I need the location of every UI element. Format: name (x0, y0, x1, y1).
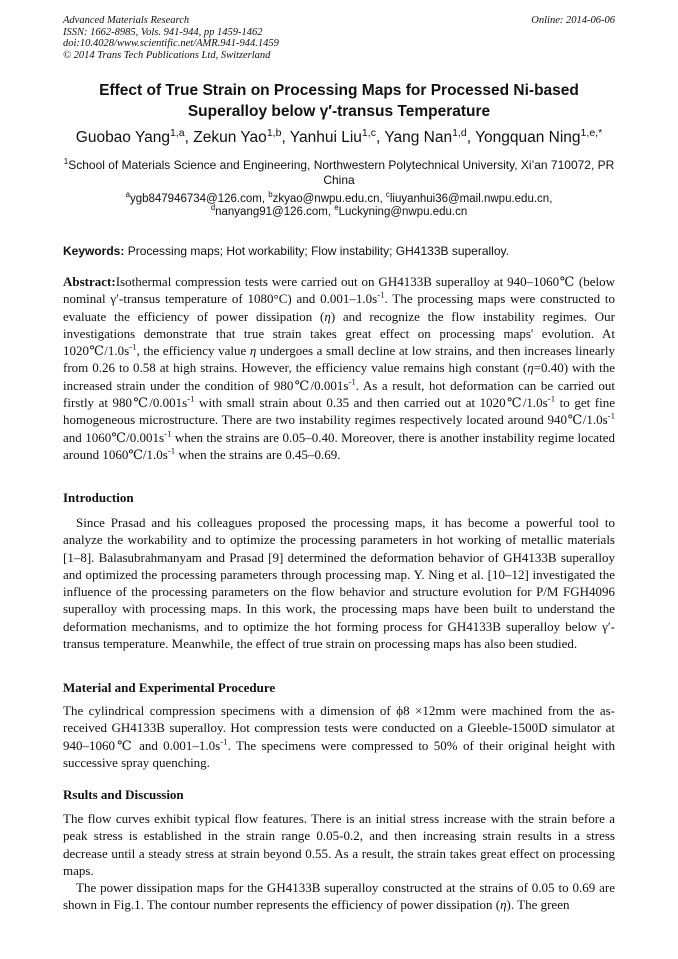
keywords-text: Processing maps; Hot workability; Flow instability; GH4133B superalloy. (127, 244, 509, 258)
abstract (63, 273, 615, 463)
abstract-run: undergoes a small decline at low strains, and then increases linearly from 0.26 to 0.58 at high strains. However, the efficiency value remains high constant ( (63, 343, 615, 376)
abstract-sup: -1 (607, 411, 615, 422)
email-marker: e (334, 203, 339, 213)
results-section (63, 810, 615, 914)
abstract-run: Isothermal compression tests were carried out on GH4133B superalloy at 940–1060℃ (below nominal γ′-transus temperature of 1080°C) and 0.001–1.0s (63, 274, 615, 307)
abstract-sup: -1 (187, 393, 195, 404)
abstract-run: to get fine homogeneous microstructure. There are two instability regimes respectively located around 940℃/1.0s (63, 395, 615, 428)
material-section (63, 702, 615, 771)
introduction-section (63, 514, 615, 652)
abstract-run: . The processing maps were constructed to evaluate the efficiency of power dissipation ( (63, 291, 615, 324)
paper-title: Effect of True Strain on Processing Maps for Processed Ni-based Superalloy below γ′-transus Temperature (99, 82, 579, 120)
keywords-label: Keywords: (63, 244, 125, 258)
author-affiliation-marker: 1,e,* (580, 126, 603, 139)
abstract-symbol: η (527, 360, 534, 376)
introduction-heading: Introduction (63, 490, 134, 505)
results-paragraph-1: The flow curves exhibit typical flow features. There is an initial stress increase with the strain before a peak stress is established in the strain range 0.05-0.2, and then increasing strain results in a stress decrease until a steady stress at strain beyond 0.55. As a result, the strain takes great effect on processing maps. (63, 811, 615, 878)
results-run: The power dissipation maps for the GH4133B superalloy constructed at the strains of 0.05 to 0.69 are shown in Fig.1. The contour number represents the efficiency of power dissipation ( (63, 880, 615, 913)
author-affiliation-marker: 1,d (452, 126, 467, 139)
abstract-sup: -1 (377, 289, 385, 300)
abstract-sup: -1 (164, 428, 172, 439)
material-heading: Material and Experimental Procedure (63, 680, 276, 695)
abstract-sup: -1 (547, 393, 556, 404)
email-marker: b (268, 190, 273, 200)
journal-header (63, 15, 615, 61)
journal-name: Advanced Materials Research (63, 15, 190, 26)
author-affiliation-marker: 1,a (170, 126, 185, 139)
abstract-sup: -1 (129, 341, 137, 352)
results-heading: Rsults and Discussion (63, 787, 184, 802)
abstract-run: . As a result, hot deformation can be carried out firstly at 980℃/0.001s (63, 377, 615, 411)
email-marker: d (210, 203, 216, 213)
results-paragraph-2 (63, 879, 615, 914)
abstract-run: with small strain about 0.35 and then carried out at 1020℃/1.0s (194, 395, 548, 411)
email-address[interactable]: nanyang91@126.com (215, 206, 328, 218)
email-address[interactable]: Luckyning@nwpu.edu.cn (338, 206, 468, 218)
introduction-paragraph: Since Prasad and his colleagues proposed the processing maps, it has become a powerful tool to analyze the workability and to optimize the processing parameters in hot working of metallic materials [1–8]. Balasubrahmanyam and Prasad [9] determined the deformation behavior of GH4133B superalloy and optimized the processing parameters through processing map. Y. Ning et al. [10–12] investigated the influence of the processing parameters on the flow behavior and structure evolution for P/M FGH4096 superalloy with processing maps. In this work, the processing maps have been built to understand the deformation mechanisms, and to optimize the hot forming process for GH4133B superalloy below γ′-transus temperature. Meanwhile, the effect of true strain on processing maps has also been studied. (63, 515, 615, 652)
author (475, 126, 603, 146)
author-name: Yanhui Liu (289, 129, 362, 146)
affiliation (63, 158, 615, 188)
affiliation-text: School of Materials Science and Engineering, Northwestern Polytechnical University, Xi’an 710072, PR China (68, 158, 615, 187)
abstract-sup: -1 (348, 376, 356, 387)
abstract-run: when the strains are 0.05–0.40. Moreover, there is another instability regime located around 1060℃/1.0s (63, 429, 615, 462)
email-marker: c (385, 190, 390, 200)
email-address[interactable]: liuyanhui36@mail.nwpu.edu.cn (389, 193, 550, 205)
abstract-symbol: η (249, 343, 257, 359)
results-run: ). The green (506, 897, 570, 913)
author (289, 126, 376, 146)
abstract-run: ) and recognize the flow instability regimes. Our investigations demonstrate that true strain takes great effect on processing maps' evolution. At 1020℃/1.0s (63, 308, 615, 359)
author (193, 126, 282, 146)
email-address[interactable]: ygb847946734@126.com (129, 193, 262, 205)
email-marker: a (125, 190, 130, 200)
author-affiliation-marker: 1,b (266, 126, 282, 139)
abstract-run: when the strains are 0.45–0.69. (175, 446, 341, 462)
author-list: Guobao Yang$^{1,a}$, Zekun Yao$^{1,b}$, Yanhui Liu$^{1,c}$, Yang Nan$^{1,d}$, Yongquan Ning$^{1,e,*}$ (75, 126, 603, 146)
author-name: Yongquan Ning (475, 129, 581, 146)
affiliation-marker: 1 (63, 157, 69, 166)
material-paragraph (63, 702, 615, 771)
email-list: $^a$ygb847946734@126.com, $^b$zkyao@nwpu.edu.cn, $^c$liuyanhui36@mail.nwpu.edu.cn, $^d$nanyang91@126.com, $^e$Luckyning@nwpu.edu.cn (125, 190, 553, 218)
email-address[interactable]: zkyao@nwpu.edu.cn (272, 193, 380, 205)
abstract-sup: -1 (167, 445, 176, 456)
author (75, 126, 185, 146)
abstract-text (63, 274, 615, 462)
material-run: The cylindrical compression specimens with a dimension of ϕ8 ×12mm were machined from the as-received GH4133B superalloy. Hot compression tests were conducted on a Gleeble-1500D simulator at 940–1060℃ and 0.001–1.0s (63, 703, 615, 753)
material-sup: -1 (220, 736, 228, 747)
abstract-label: Abstract: (63, 274, 116, 289)
author-name: Guobao Yang (75, 129, 170, 146)
doi-line[interactable]: doi:10.4028/www.scientific.net/AMR.941-944.1459 (63, 38, 279, 49)
author-name: Yang Nan (384, 129, 453, 146)
author (384, 126, 467, 146)
abstract-run: =0.40) with the increased strain under the condition of 980℃/0.001s (63, 360, 615, 393)
author-affiliation-marker: 1,c (361, 126, 376, 139)
results-symbol: η (500, 897, 507, 913)
keywords (63, 244, 615, 258)
material-run: . The specimens were compressed to 50% of their original height with successive spray quenching. (63, 737, 616, 770)
abstract-run: , the efficiency value (136, 343, 250, 359)
abstract-symbol: η (324, 308, 331, 324)
copyright-line: © 2014 Trans Tech Publications Ltd, Switzerland (63, 49, 271, 61)
abstract-run: and 1060℃/0.001s (63, 429, 165, 445)
online-date: Online: 2014-06-06 (531, 15, 615, 26)
issn-line: ISSN: 1662-8985, Vols. 941-944, pp 1459-1462 (63, 26, 263, 38)
author-name: Zekun Yao (193, 129, 267, 146)
